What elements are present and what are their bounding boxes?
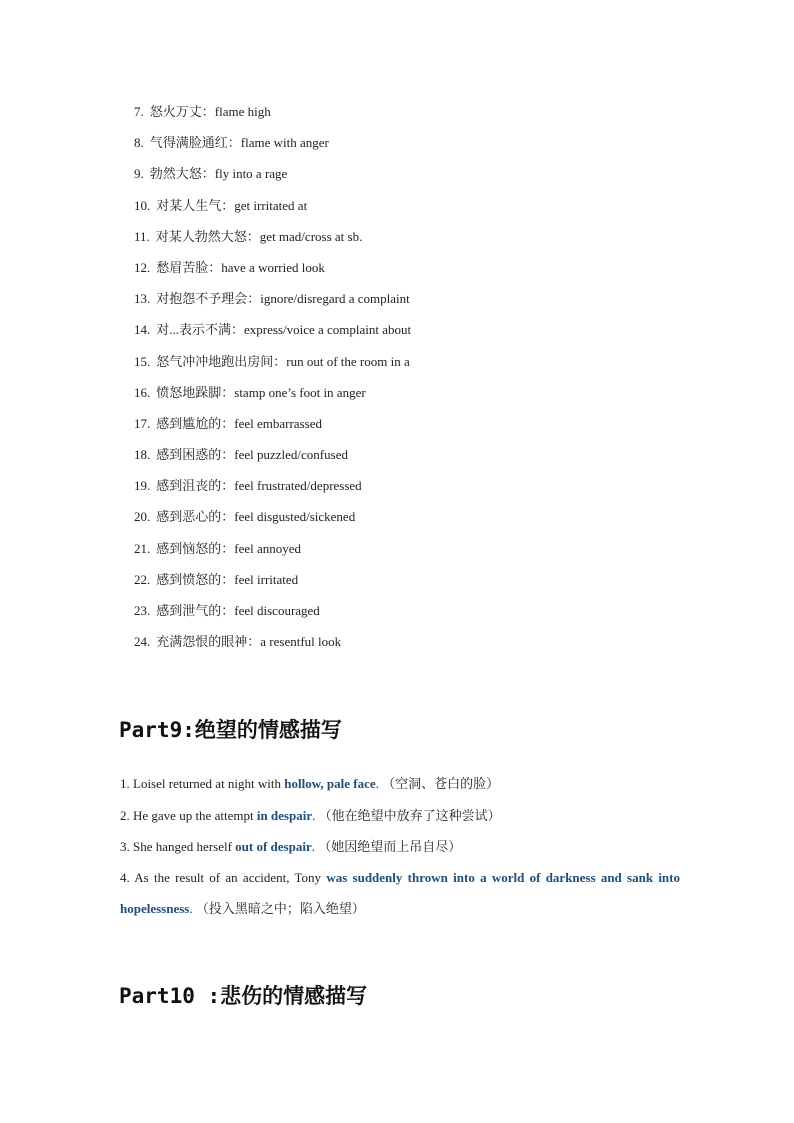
vocabulary-list [134, 102, 411, 663]
highlighted-phrase: was suddenly thrown into a world of darkness and sank into hopelessness [120, 870, 680, 916]
list-item: 10. 对某人生气：get irritated at [134, 197, 308, 213]
list-item: 7. 怒火万丈：flame high [134, 104, 271, 119]
list-item: 9. 勃然大怒：fly into a rage [134, 166, 288, 182]
section-heading-part9: Part9:绝望的情感描写 [119, 718, 342, 742]
example-sentence: 2. He gave up the attempt in despair. （他在绝望中放弃了这种尝试） [120, 808, 501, 823]
example-sentence: 4. As the result of an accident, Tony was suddenly thrown into a world of darkness and sank into hopelessness. （投入黑暗之中；陷入绝望） [120, 870, 680, 916]
list-item: 14. 对...表示不满：express/voice a complaint about [134, 322, 412, 338]
list-item: 11. 对某人勃然大怒：get mad/cross at sb. [134, 228, 363, 244]
highlighted-phrase: hollow, pale face [284, 776, 376, 791]
list-item: 15. 怒气冲冲地跑出房间：run out of the room in a [134, 353, 410, 369]
example-sentence: 1. Loisel returned at night with hollow, pale face. （空洞、苍白的脸） [120, 776, 500, 791]
list-item: 21. 感到恼怒的：feel annoyed [134, 540, 302, 556]
list-item: 23. 感到泄气的：feel discouraged [134, 603, 320, 618]
highlighted-phrase: out of despair [235, 839, 312, 854]
list-item: 22. 感到愤怒的：feel irritated [134, 571, 299, 587]
list-item: 8. 气得满脸通红：flame with anger [134, 135, 329, 151]
list-item: 16. 愤怒地跺脚：stamp one’s foot in anger [134, 384, 366, 400]
highlighted-phrase: in despair [256, 808, 313, 823]
list-item: 20. 感到恶心的：feel disgusted/sickened [134, 509, 356, 525]
list-item: 12. 愁眉苦脸：have a worried look [134, 259, 325, 275]
section-heading-part10: Part10 :悲伤的情感描写 [119, 984, 368, 1008]
list-item: 13. 对抱怨不予理会：ignore/disregard a complaint [134, 291, 410, 307]
list-item: 19. 感到沮丧的：feel frustrated/depressed [134, 478, 362, 494]
list-item: 24. 充满怨恨的眼神：a resentful look [134, 634, 342, 650]
list-item: 18. 感到困惑的：feel puzzled/confused [134, 447, 348, 463]
list-item: 17. 感到尴尬的：feel embarrassed [134, 415, 322, 431]
example-sentence: 3. She hanged herself out of despair. （她因绝望而上吊自尽） [120, 839, 462, 854]
